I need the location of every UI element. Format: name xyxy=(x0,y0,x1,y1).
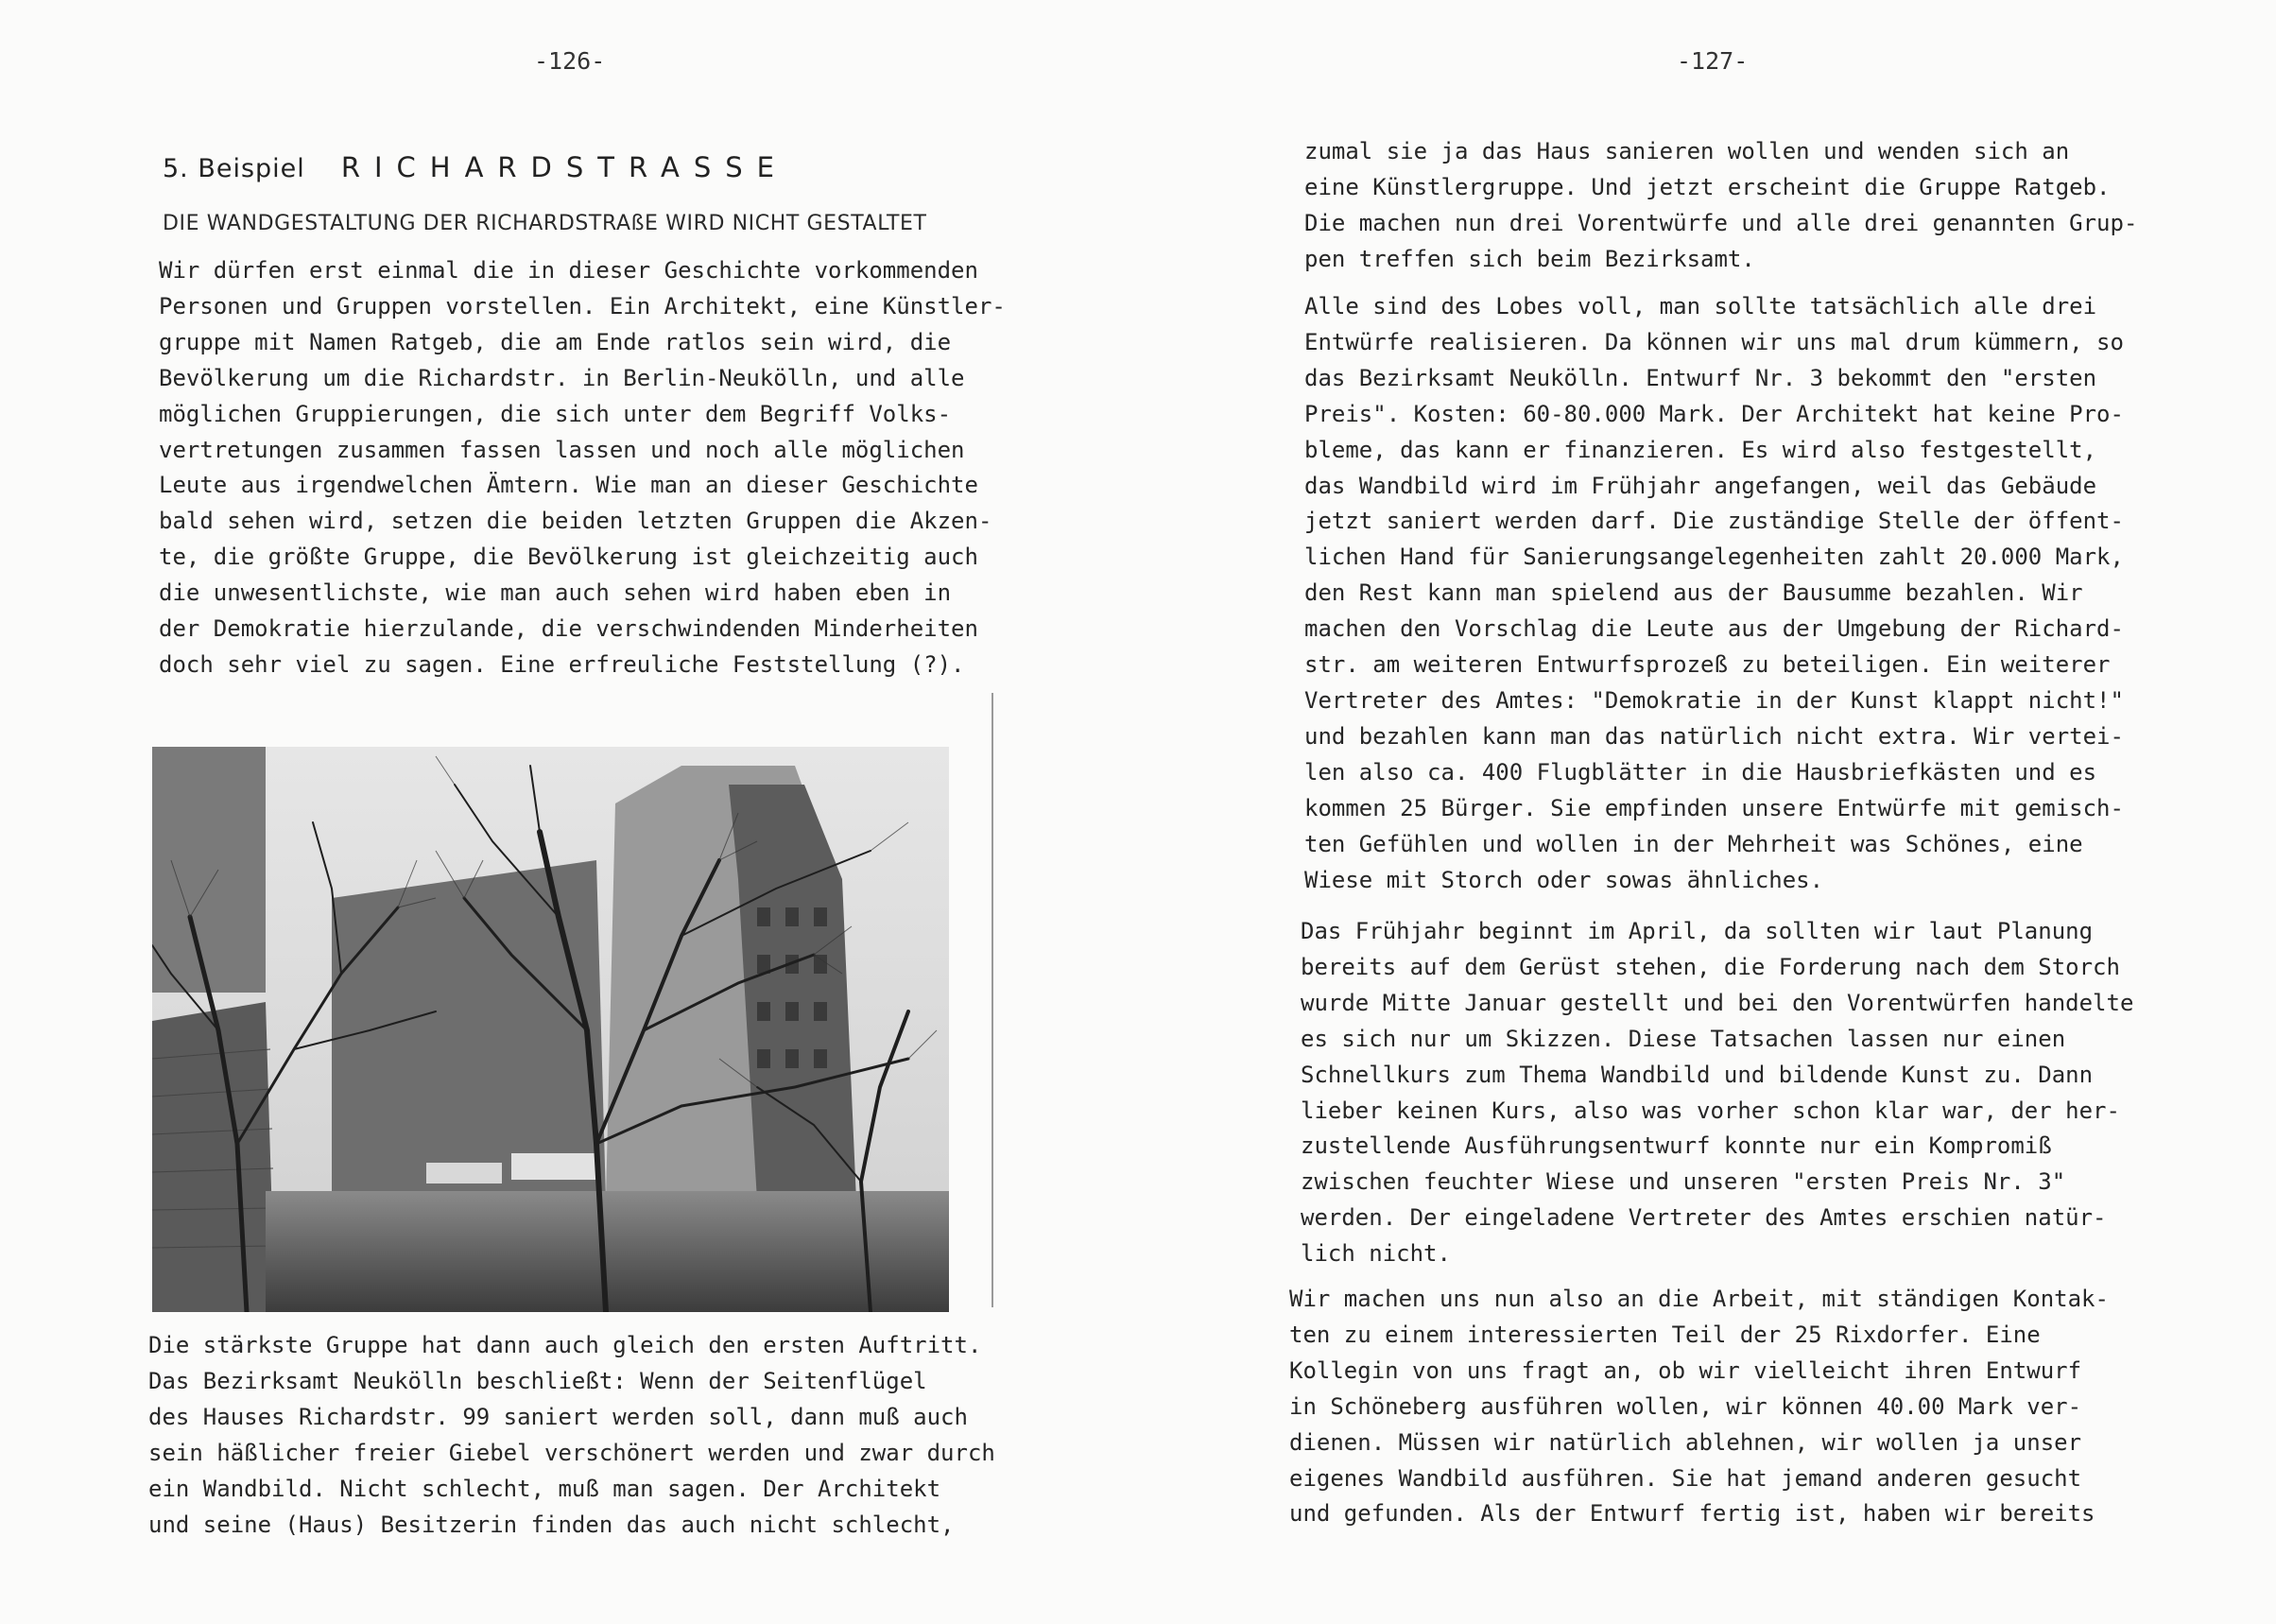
text-line: machen den Vorschlag die Leute aus der Umgebung der Richard- xyxy=(1304,615,2124,643)
text-line: gruppe mit Namen Ratgeb, die am Ende ratlos sein wird, die xyxy=(159,328,952,355)
text-line: zwischen feuchter Wiese und unseren "ersten Preis Nr. 3" xyxy=(1301,1168,2066,1196)
text-line: Wir dürfen erst einmal die in dieser Geschichte vorkommenden xyxy=(159,257,978,284)
text-line: Die stärkste Gruppe hat dann auch gleich den ersten Auftritt. xyxy=(148,1332,982,1358)
section-street: RICHARDSTRASSE xyxy=(340,151,788,183)
text-line: len also ca. 400 Flugblätter in die Hausbriefkästen und es xyxy=(1304,758,2097,786)
text-line: möglichen Gruppierungen, die sich unter dem Begriff Volks- xyxy=(159,400,952,427)
photo-frame-line xyxy=(991,693,993,1307)
text-line: und gefunden. Als der Entwurf fertig ist, haben wir bereits xyxy=(1289,1500,2095,1528)
text-line: Bevölkerung um die Richardstr. in Berlin-Neukölln, und alle xyxy=(159,364,965,391)
text-line: Das Bezirksamt Neukölln beschließt: Wenn der Seitenflügel xyxy=(148,1367,927,1394)
text-line: jetzt saniert werden darf. Die zuständige Stelle der öffent- xyxy=(1304,508,2124,535)
subheading: DIE WANDGESTALTUNG DER RICHARDSTRAßE WIRD NICHT GESTALTET xyxy=(163,212,927,235)
text-line: eine Künstlergruppe. Und jetzt erscheint die Gruppe Ratgeb. xyxy=(1304,173,2111,200)
text-line: es sich nur um Skizzen. Diese Tatsachen lassen nur einen xyxy=(1301,1025,2066,1052)
text-line: lich nicht. xyxy=(1301,1240,1451,1268)
text-line: ten zu einem interessierten Teil der 25 Rixdorfer. Eine xyxy=(1289,1321,2041,1348)
text-line: pen treffen sich beim Bezirksamt. xyxy=(1304,245,1755,272)
building-photo xyxy=(152,747,949,1312)
paragraph-intro xyxy=(159,253,1006,683)
text-line: te, die größte Gruppe, die Bevölkerung ist gleichzeitig auch xyxy=(159,544,978,571)
text-line: des Hauses Richardstr. 99 saniert werden soll, dann muß auch xyxy=(148,1403,968,1430)
text-line: Schnellkurs zum Thema Wandbild und bildende Kunst zu. Dann xyxy=(1301,1061,2094,1088)
text-line: Wiese mit Storch oder sowas ähnliches. xyxy=(1304,866,1824,893)
paragraph-lobes xyxy=(1304,289,2124,898)
paragraph-bezirksamt xyxy=(148,1328,995,1543)
text-line: bereits auf dem Gerüst stehen, die Forderung nach dem Storch xyxy=(1301,953,2120,980)
text-line: ein Wandbild. Nicht schlecht, muß man sagen. Der Architekt xyxy=(148,1475,941,1502)
text-line: Preis". Kosten: 60-80.000 Mark. Der Architekt hat keine Pro- xyxy=(1304,400,2124,427)
text-line: Die machen nun drei Vorentwürfe und alle drei genannten Grup- xyxy=(1304,209,2138,236)
text-line: str. am weiteren Entwurfsprozeß zu beteiligen. Ein weiterer xyxy=(1304,651,2111,679)
paragraph-fruehjahr xyxy=(1301,914,2133,1272)
text-line: den Rest kann man spielend aus der Bausumme bezahlen. Wir xyxy=(1304,579,2083,607)
text-line: sein häßlicher freier Giebel verschönert werden und zwar durch xyxy=(148,1439,995,1466)
text-line: lieber keinen Kurs, also was vorher schon klar war, der her- xyxy=(1301,1097,2120,1124)
text-line: eigenes Wandbild ausführen. Sie hat jemand anderen gesucht xyxy=(1289,1464,2082,1492)
text-line: Personen und Gruppen vorstellen. Ein Architekt, eine Künstler- xyxy=(159,292,1006,320)
text-line: kommen 25 Bürger. Sie empfinden unsere Entwürfe mit gemisch- xyxy=(1304,794,2124,821)
text-line: das Wandbild wird im Frühjahr angefangen, weil das Gebäude xyxy=(1304,472,2097,499)
text-line: zustellende Ausführungsentwurf konnte nur ein Kompromiß xyxy=(1301,1132,2052,1160)
text-line: und bezahlen kann man das natürlich nicht extra. Wir vertei- xyxy=(1304,722,2124,750)
paragraph-arbeit xyxy=(1289,1282,2109,1532)
text-line: Das Frühjahr beginnt im April, da sollten wir laut Planung xyxy=(1301,918,2094,944)
text-line: zumal sie ja das Haus sanieren wollen und wenden sich an xyxy=(1304,138,2070,164)
page-number: -126- xyxy=(534,47,606,75)
text-line: lichen Hand für Sanierungsangelegenheiten zahlt 20.000 Mark, xyxy=(1304,544,2124,571)
text-line: vertretungen zusammen fassen lassen und noch alle möglichen xyxy=(159,436,965,463)
text-line: Entwürfe realisieren. Da können wir uns mal drum kümmern, so xyxy=(1304,328,2124,355)
text-line: bald sehen wird, setzen die beiden letzten Gruppen die Akzen- xyxy=(159,508,992,535)
text-line: Wir machen uns nun also an die Arbeit, mit ständigen Kontak- xyxy=(1289,1286,2109,1312)
section-heading xyxy=(163,151,788,183)
text-line: dienen. Müssen wir natürlich ablehnen, wir wollen ja unser xyxy=(1289,1428,2082,1456)
text-line: und seine (Haus) Besitzerin finden das auch nicht schlecht, xyxy=(148,1511,955,1538)
text-line: bleme, das kann er finanzieren. Es wird also festgestellt, xyxy=(1304,436,2097,463)
page-number: -127- xyxy=(1677,47,1749,75)
text-line: der Demokratie hierzulande, die verschwindenden Minderheiten xyxy=(159,615,978,643)
text-line: ten Gefühlen und wollen in der Mehrheit was Schönes, eine xyxy=(1304,830,2083,857)
text-line: das Bezirksamt Neukölln. Entwurf Nr. 3 bekommt den "ersten xyxy=(1304,364,2097,391)
text-line: Kollegin von uns fragt an, ob wir vielleicht ihren Entwurf xyxy=(1289,1356,2082,1384)
text-line: werden. Der eingeladene Vertreter des Amtes erschien natür- xyxy=(1301,1204,2107,1232)
text-line: wurde Mitte Januar gestellt und bei den Vorentwürfen handelte xyxy=(1301,989,2134,1016)
text-line: die unwesentlichste, wie man auch sehen wird haben eben in xyxy=(159,579,952,607)
text-line: Alle sind des Lobes voll, man sollte tatsächlich alle drei xyxy=(1304,293,2097,320)
text-line: Vertreter des Amtes: "Demokratie in der Kunst klappt nicht!" xyxy=(1304,686,2124,714)
text-line: Leute aus irgendwelchen Ämtern. Wie man an dieser Geschichte xyxy=(159,472,978,499)
paragraph-continuation xyxy=(1304,134,2137,278)
section-number: 5. Beispiel xyxy=(163,154,305,183)
right-page xyxy=(1138,0,2276,1624)
text-line: doch sehr viel zu sagen. Eine erfreuliche Feststellung (?). xyxy=(159,650,965,678)
text-line: in Schöneberg ausführen wollen, wir können 40.00 Mark ver- xyxy=(1289,1392,2082,1420)
